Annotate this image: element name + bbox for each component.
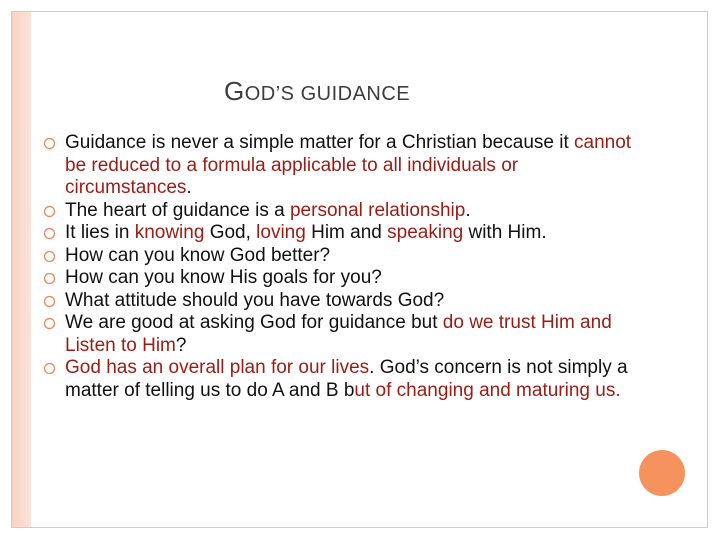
- circle-bullet-icon: [43, 227, 56, 240]
- bullet-item: Guidance is never a simple matter for a Christian because it cannot be reduced to a formula applicable to all individuals or circumstances.: [43, 132, 643, 200]
- circle-bullet-icon: [43, 137, 56, 150]
- circle-bullet-icon: [43, 295, 56, 308]
- bullet-item: What attitude should you have towards God?: [43, 290, 643, 313]
- bullet-item: How can you know His goals for you?: [43, 267, 643, 290]
- bullet-item: How can you know God better?: [43, 245, 643, 268]
- decorative-orange-circle: [639, 450, 685, 496]
- bullet-list: [43, 132, 643, 402]
- bullet-item: We are good at asking God for guidance but do we trust Him and Listen to Him?: [43, 312, 643, 357]
- circle-bullet-icon: [43, 272, 56, 285]
- bullet-item: God has an overall plan for our lives. God’s concern is not simply a matter of telling us to do A and B but of changing and maturing us.: [43, 357, 643, 402]
- circle-bullet-icon: [43, 362, 56, 375]
- bullet-item: It lies in knowing God, loving Him and speaking with Him.: [43, 222, 643, 245]
- circle-bullet-icon: [43, 205, 56, 218]
- circle-bullet-icon: [43, 317, 56, 330]
- slide-title: GOD’S GUIDANCE: [224, 76, 411, 106]
- bullet-item: The heart of guidance is a personal relationship.: [43, 200, 643, 223]
- left-accent-bar: [12, 12, 31, 527]
- circle-bullet-icon: [43, 250, 56, 263]
